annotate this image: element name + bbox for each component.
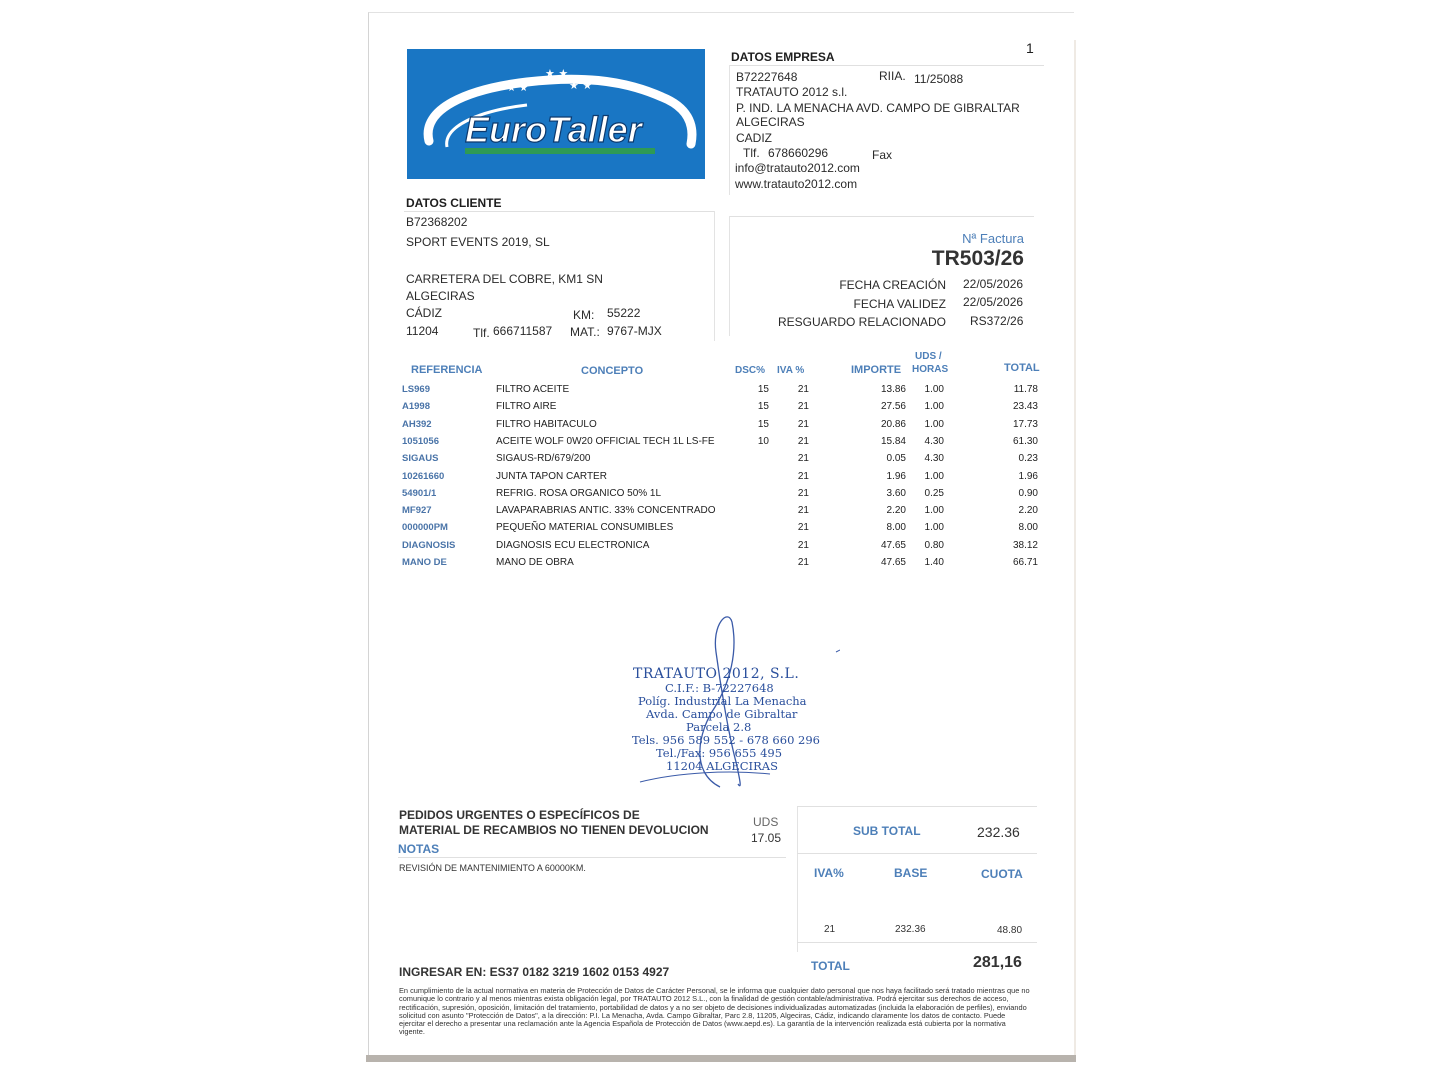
client-province: CÁDIZ [406,306,442,320]
cell-total: 66.71 [1012,557,1038,568]
cell-ref: 1051056 [402,435,439,447]
cell-ref: 000000PM [402,522,448,534]
creation-date-label: FECHA CREACIÓN [839,278,946,292]
col-header-uds-line1: UDS / [915,351,942,362]
cell-total: 8.00 [1018,522,1038,534]
company-phone-label: Tlf. [743,146,760,160]
col-header-concept: CONCEPTO [581,365,644,377]
invoice-number: TR503/26 [931,247,1024,270]
invoice-number-label: Nª Factura [962,231,1024,246]
col-header-dsc: DSC% [735,365,766,376]
paper-shadow-bottom [366,1055,1076,1062]
cell-importe: 15.84 [880,435,906,447]
cell-importe: 13.86 [880,384,906,395]
stamp-line-8: 11204 ALGECIRAS [666,759,778,773]
company-web: www.tratauto2012.com [735,177,858,191]
cell-ref: DIAGNOSIS [402,539,456,551]
receipt-value: RS372/26 [970,314,1024,328]
cell-importe: 47.65 [880,539,906,551]
cell-uds: 1.00 [924,384,944,395]
cell-total: 2.20 [1018,505,1038,517]
invoice-border [729,216,730,336]
client-section-title: DATOS CLIENTE [406,196,502,210]
client-divider [404,211,714,212]
company-phone: 678660296 [768,146,829,160]
cell-concept: LAVAPARABRIAS ANTIC. 33% CONCENTRADO [496,505,716,517]
company-border [729,65,730,195]
company-section-title: DATOS EMPRESA [731,50,835,64]
col-header-iva: IVA % [777,365,805,376]
company-name: TRATAUTO 2012 s.l. [736,85,848,99]
client-name: SPORT EVENTS 2019, SL [406,235,550,249]
notes-text: REVISIÓN DE MANTENIMIENTO A 60000KM. [399,863,586,873]
cell-iva: 21 [797,435,809,447]
stamp-line-5: Parcela 2.8 [686,720,752,734]
cell-uds: 1.00 [924,505,944,517]
table-row [398,384,1044,401]
cell-iva: 21 [797,384,809,395]
stamp-line-4: Avda. Campo de Gibraltar [646,707,798,721]
cell-importe: 0.05 [886,453,906,465]
uds-total-value: 17.05 [751,831,782,845]
company-email: info@tratauto2012.com [735,161,860,175]
warning-line-1: PEDIDOS URGENTES O ESPECÍFICOS DE [399,808,640,822]
cell-ref: MF927 [402,505,432,517]
cell-uds: 4.30 [924,453,944,465]
client-phone: 666711587 [493,324,553,338]
cell-iva: 21 [797,557,809,568]
cell-dsc: 15 [757,401,769,413]
cell-dsc: 15 [757,384,769,395]
company-cif: B72227648 [736,70,798,84]
cell-iva: 21 [797,470,809,482]
logo-text: EuroTaller [465,109,642,150]
cell-iva: 21 [797,401,809,413]
svg-text:★ ★: ★ ★ [507,83,529,94]
warning-line-2: MATERIAL DE RECAMBIOS NO TIENEN DEVOLUCION [399,823,709,837]
payment-iban: INGRESAR EN: ES37 0182 3219 1602 0153 4927 [399,965,670,979]
cell-ref: SIGAUS [402,453,439,465]
client-city: ALGECIRAS [406,289,475,303]
cell-concept: PEQUEÑO MATERIAL CONSUMIBLES [496,522,674,534]
cell-iva: 21 [797,505,809,517]
client-mat-value: 9767-MJX [607,324,662,338]
cell-ref: LS969 [402,384,430,395]
svg-text:★ ★: ★ ★ [569,79,593,92]
cell-importe: 20.86 [880,418,906,430]
totals-bottom-line [797,942,1037,943]
client-cif: B72368202 [406,215,468,229]
uds-total-label: UDS [753,815,779,829]
cell-uds: 1.00 [924,418,944,430]
cell-dsc: 10 [757,435,769,447]
company-address: P. IND. LA MENACHA AVD. CAMPO DE GIBRALTAR [736,101,1020,115]
cell-uds: 1.00 [924,470,944,482]
stamp-line-7: Tel./Fax: 956 655 495 [656,746,783,760]
cell-uds: 1.40 [924,557,944,568]
table-row [398,505,1044,522]
client-km-label: KM: [573,308,595,322]
company-stamp [620,612,840,792]
stamp-line-2: C.I.F.: B-72227648 [665,681,774,695]
client-postal-code: 11204 [406,324,439,338]
client-address: CARRETERA DEL COBRE, KM1 SN [406,272,603,286]
page-number: 1 [1026,40,1034,56]
base-value: 232.36 [895,924,926,935]
total-label: TOTAL [811,959,850,973]
car-silhouette-logo-icon [407,49,705,179]
cell-concept: FILTRO AIRE [496,401,557,413]
subtotal-value: 232.36 [977,824,1020,840]
table-row [398,436,1044,453]
cell-total: 11.78 [1013,384,1038,395]
base-label: BASE [894,866,928,880]
cell-iva: 21 [797,453,809,465]
client-border [714,211,715,341]
client-phone-label: Tlf. [473,326,490,340]
validity-date-label: FECHA VALIDEZ [853,297,946,311]
stamp-line-3: Políg. Industrial La Menacha [638,694,807,708]
cell-total: 61.30 [1012,435,1038,447]
cell-concept: SIGAUS-RD/679/200 [496,453,591,465]
cell-concept: DIAGNOSIS ECU ELECTRONICA [496,539,650,551]
iva-value: 21 [824,924,836,935]
stamp-line-1: TRATAUTO 2012, S.L. [633,666,800,682]
cell-importe: 27.56 [880,401,906,413]
company-province: CADIZ [736,131,772,145]
cell-total: 1.96 [1018,470,1038,482]
stamp-line-6: Tels. 956 589 552 - 678 660 296 [632,733,820,747]
cell-total: 23.43 [1012,401,1038,413]
client-mat-label: MAT.: [570,325,600,339]
cell-uds: 1.00 [924,401,944,413]
cell-importe: 47.65 [880,557,906,568]
table-row [398,401,1044,418]
cell-iva: 21 [797,539,809,551]
cell-importe: 2.20 [886,505,906,517]
col-header-importe: IMPORTE [851,364,902,376]
cuota-value: 48.80 [997,925,1023,936]
col-header-total: TOTAL [1004,362,1040,374]
notes-title: NOTAS [398,842,440,856]
cell-uds: 1.00 [924,522,944,534]
iva-label: IVA% [814,866,844,880]
cell-concept: ACEITE WOLF 0W20 OFFICIAL TECH 1L LS-FE [496,435,715,447]
table-row [398,453,1044,470]
svg-text:★ ★: ★ ★ [545,67,569,80]
cell-ref: AH392 [402,418,432,430]
cell-uds: 0.80 [924,539,944,551]
cell-ref: A1998 [402,401,430,413]
table-row [398,419,1044,436]
cell-ref: 54901/1 [402,487,437,499]
cell-total: 0.23 [1018,453,1038,465]
cell-importe: 8.00 [886,522,906,534]
cell-uds: 0.25 [924,487,944,499]
company-riia-value: 11/25088 [914,72,964,86]
cell-total: 17.73 [1012,418,1038,430]
cell-iva: 21 [797,418,809,430]
notes-divider [398,857,786,858]
cuota-label: CUOTA [981,867,1023,881]
col-header-ref: REFERENCIA [411,364,483,376]
totals-top-line [797,806,1037,807]
company-fax-label: Fax [872,148,893,162]
cell-concept: JUNTA TAPON CARTER [496,470,607,482]
totals-mid-line [797,853,1037,854]
creation-date: 22/05/2026 [963,277,1024,291]
table-row [398,557,1044,574]
cell-concept: MANO DE OBRA [496,557,574,568]
cell-total: 0.90 [1018,487,1038,499]
table-row [398,540,1044,557]
cell-ref: MANO DE [402,557,447,568]
validity-date: 22/05/2026 [963,295,1024,309]
invoice-divider [729,216,1034,217]
company-divider [729,65,1044,66]
cell-ref: 10261660 [402,470,445,482]
cell-uds: 4.30 [924,435,944,447]
receipt-label: RESGUARDO RELACIONADO [777,315,946,329]
subtotal-label: SUB TOTAL [853,824,921,838]
cell-total: 38.12 [1012,539,1038,551]
cell-iva: 21 [797,522,809,534]
company-riia-label: RIIA. [879,69,906,83]
col-header-uds-line2: HORAS [912,364,949,375]
table-row [398,471,1044,488]
cell-dsc: 15 [757,418,769,430]
cell-concept: REFRIG. ROSA ORGANICO 50% 1L [496,487,662,499]
cell-iva: 21 [797,487,809,499]
table-row [398,522,1044,539]
table-row [398,488,1044,505]
client-km-value: 55222 [607,306,641,320]
cell-concept: FILTRO HABITACULO [496,418,597,430]
cell-concept: FILTRO ACEITE [496,384,570,395]
totals-border [797,806,798,952]
company-city: ALGECIRAS [736,115,805,129]
cell-importe: 1.96 [886,470,906,482]
eurotaller-logo [407,49,705,179]
total-value: 281,16 [973,954,1022,971]
legal-notice: En cumplimiento de la actual normativa en materia de Protección de Datos de Carácter Personal, se le informa que cualquier dato personal que nos haya facilitado será tratado mientras que no comunique lo contrario y al menos mientras exista obligación legal, por TRATAUTO 2012 S.L., con la finalidad de gestión contable/administrativa. Podrá ejercitar sus derechos de acceso, rectificación, supresión, oposición, limitación del tratamiento, portabilidad de datos y a no ser objeto de decisiones individualizadas automatizadas (incluida la elaboración de perfiles), enviando solicitud con asunto "Protección de Datos", a la dirección: P.I. La Menacha, Avda. Campo Gibraltar, Parc 2.8, 11205, Algeciras, Cádiz, indicando claramente los datos de contacto. Puede ejercitar el derecho a presentar una reclamación ante la Agencia Española de Protección de Datos (www.aepd.es). La garantía de la intervención realizada está cubierta por la normativa vigente. [399,986,1030,1037]
cell-importe: 3.60 [886,487,906,499]
